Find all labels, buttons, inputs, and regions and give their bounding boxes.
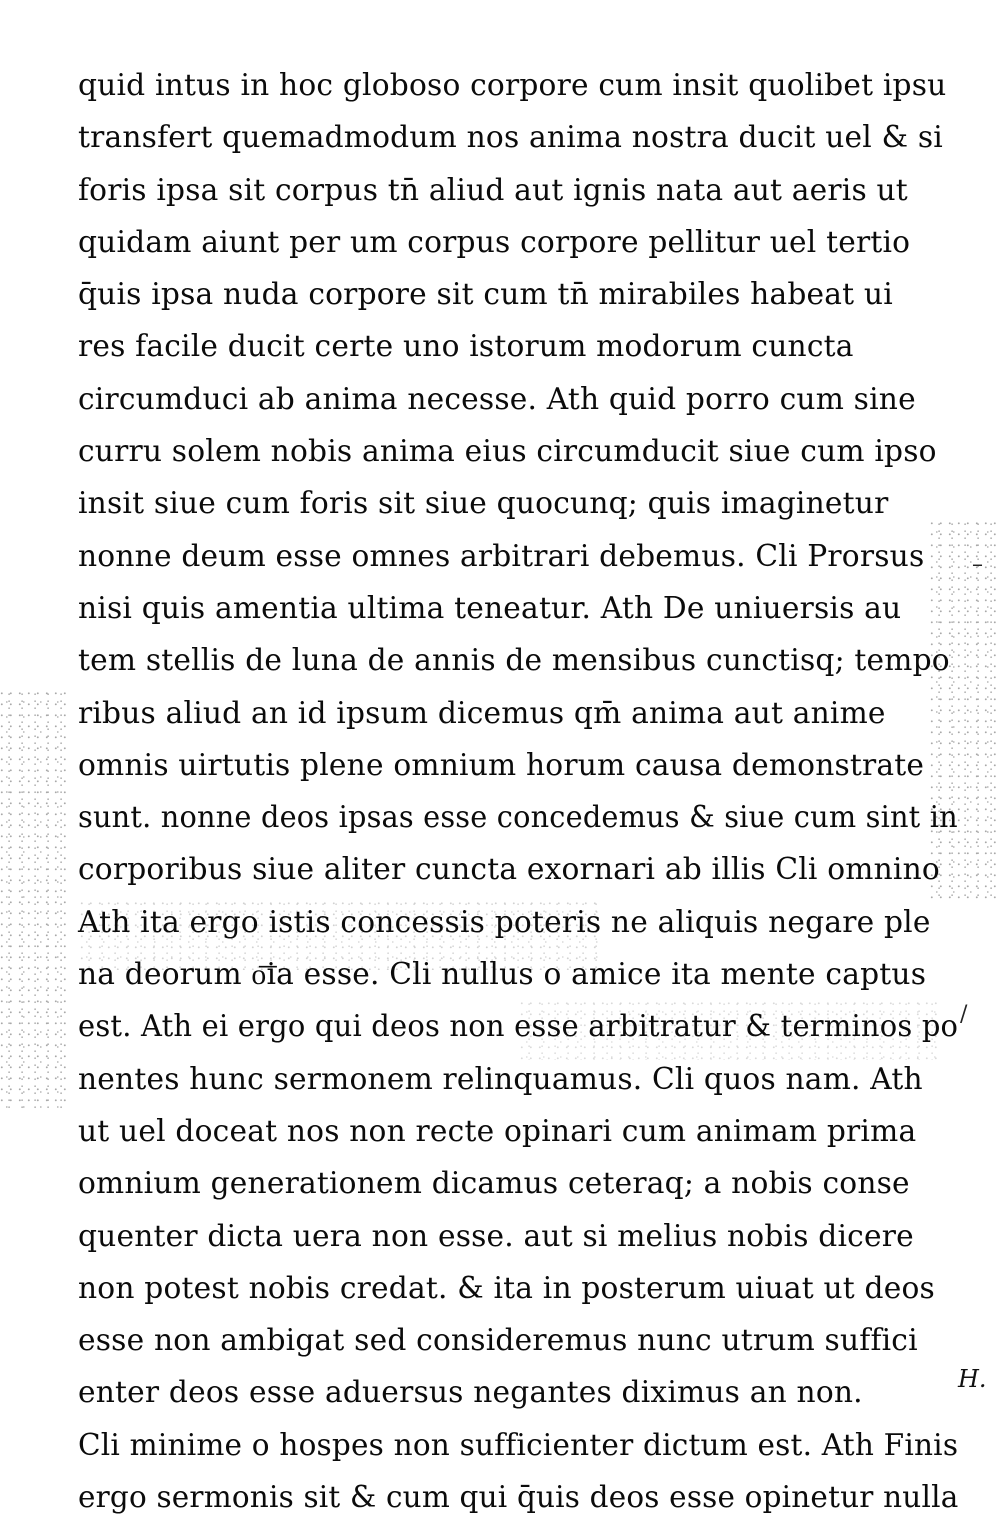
text-line: curru solem nobis anima eius circumducit siue cum ipso — [78, 434, 937, 470]
text-line: sunt. nonne deos ipsas esse concedemus & siue cum sint in — [78, 800, 958, 836]
folio-mark: H. — [958, 1365, 987, 1393]
margin-slash-mark: / — [960, 1002, 968, 1027]
text-line: est. Ath ei ergo qui deos non esse arbitratur & terminos po — [78, 1009, 959, 1045]
text-line: quenter dicta uera non esse. aut si melius nobis dicere — [78, 1218, 914, 1254]
text-line: na deorum o͞ia esse. Cli nullus o amice ita mente captus — [78, 957, 927, 993]
text-line: omnium generationem dicamus ceteraq; a nobis conse — [78, 1166, 910, 1202]
text-line: insit siue cum foris sit siue quocunq; quis imaginetur — [78, 486, 889, 522]
text-line: Ath ita ergo istis concessis poteris ne aliquis negare ple — [78, 904, 931, 940]
text-line: tem stellis de luna de annis de mensibus cunctisq; tempo — [78, 643, 950, 679]
text-line: corporibus siue aliter cuncta exornari ab illis Cli omnino — [78, 852, 940, 888]
text-line: ergo sermonis sit & cum qui q̄uis deos esse opinetur nulla — [78, 1480, 959, 1516]
text-line: ut uel doceat nos non recte opinari cum animam prima — [78, 1113, 917, 1149]
text-line: nisi quis amentia ultima teneatur. Ath De uniuersis au — [78, 590, 902, 626]
text-line: foris ipsa sit corpus tn̄ aliud aut ignis nata aut aeris ut — [78, 172, 908, 208]
text-line: circumduci ab anima necesse. Ath quid porro cum sine — [78, 381, 916, 417]
text-block — [78, 60, 968, 1524]
text-line: ribus aliud an id ipsum dicemus qm̄ anima aut anime — [78, 695, 886, 731]
text-line: quidam aiunt per um corpus corpore pellitur uel tertio — [78, 224, 911, 260]
scan-noise-left — [0, 690, 70, 1110]
text-line: enter deos esse aduersus negantes diximus an non. — [78, 1375, 863, 1411]
text-line: nonne deum esse omnes arbitrari debemus. Cli Prorsus — [78, 538, 925, 574]
text-line: transfert quemadmodum nos anima nostra ducit uel & si — [78, 120, 943, 156]
text-line: quid intus in hoc globoso corpore cum insit quolibet ipsu — [78, 68, 947, 103]
margin-dash-mark: – — [972, 552, 983, 577]
text-line: nentes hunc sermonem relinquamus. Cli quos nam. Ath — [78, 1061, 923, 1097]
text-line: Cli minime o hospes non sufficienter dictum est. Ath Finis — [78, 1427, 959, 1463]
text-line: q̄uis ipsa nuda corpore sit cum tn̄ mirabiles habeat ui — [78, 277, 893, 313]
text-line: res facile ducit certe uno istorum modorum cuncta — [78, 329, 854, 365]
text-line: non potest nobis credat. & ita in posterum uiuat ut deos — [78, 1270, 935, 1306]
text-line: omnis uirtutis plene omnium horum causa demonstrate — [78, 747, 925, 783]
text-line: esse non ambigat sed consideremus nunc utrum suffici — [78, 1323, 918, 1359]
